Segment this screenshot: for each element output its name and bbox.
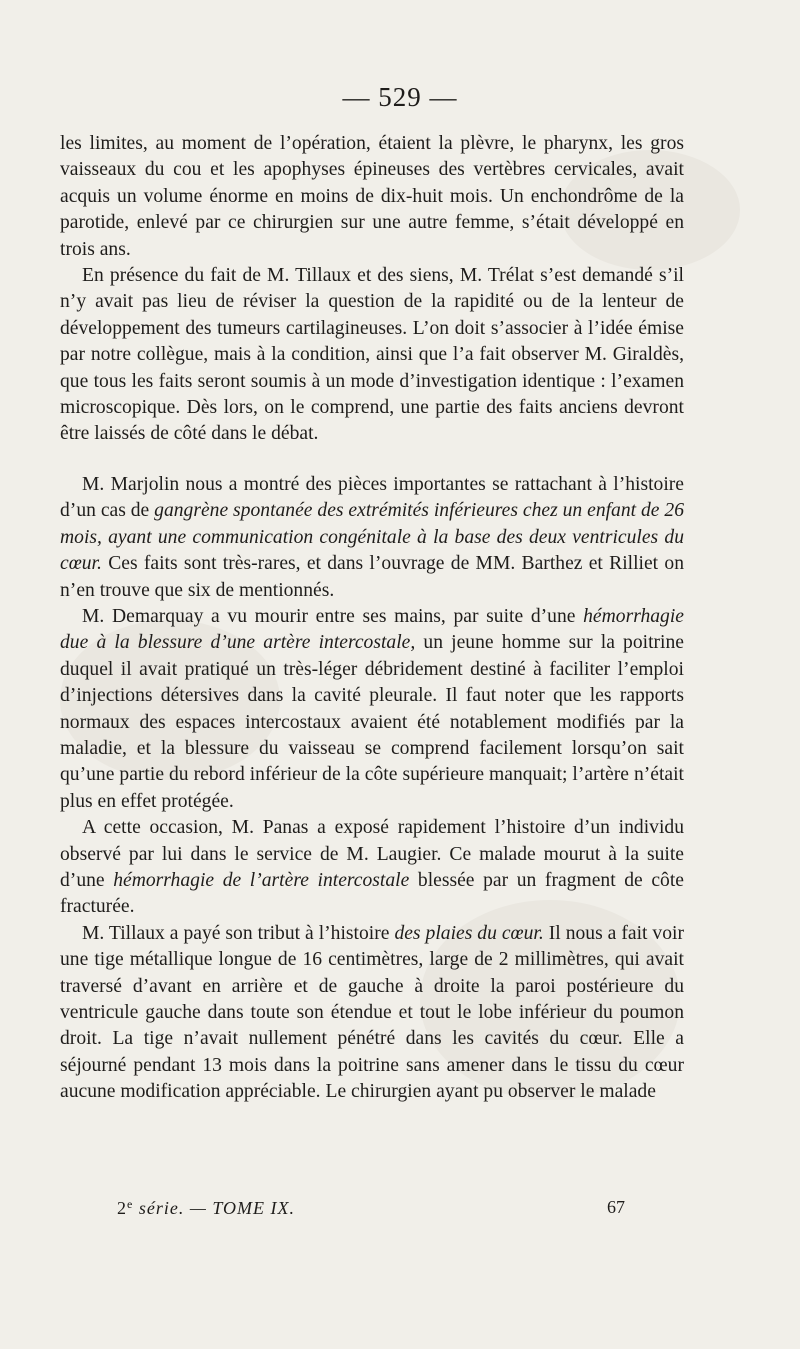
text-run: blessée par un fragment de côte fracturée. [60,869,684,918]
text-run: Ces faits sont très-rares, et dans l’ouvrage de MM. Barthez et Rilliet on n’en trouve que six de mentionnés. [60,553,684,601]
italic-text-run: des plaies du cœur. [394,922,544,944]
page-number: — 529 — [342,82,458,112]
text-run: M. Demarquay a vu mourir entre ses mains, par suite d’une [82,605,584,627]
paragraph [60,921,684,1106]
page-footer [0,1197,800,1227]
paragraph [60,815,684,921]
body-text [60,131,684,1106]
series-text: série. — TOME IX. [133,1198,295,1218]
paragraph [60,472,684,604]
text-run: un jeune homme sur la poitrine duquel il avait pratiqué un très-léger débridement destiné à faciliter l’emploi d’injections détersives dans la cavité pleurale. Il faut noter que les rapports normaux des espaces intercostaux avaient été notablement modifiés par la maladie, et la blessure du vaisseau se comprend facilement lorsqu’on sait qu’une partie du rebord inférieur de la côte supérieure manquait; l’artère n’était plus en effet protégée. [60,632,684,812]
italic-text-run: gangrène spontanée des extrémités inférieures chez un enfant de 26 mois, ayant une communication congénitale à la base des deux ventricules du cœur. [60,500,684,575]
italic-text-run: hémorrhagie due à la blessure d’une artère intercostale, [60,605,684,654]
paragraph [60,604,684,815]
series-number: 2 [117,1198,127,1218]
italic-text-run: hémorrhagie de l’artère intercostale [113,869,410,891]
signature-mark: 67 [607,1197,625,1217]
text-run: les limites, au moment de l’opération, étaient la plèvre, le pharynx, les gros vaisseaux du cou et les apophyses épineuses des vertèbres cervicales, avait acquis un volume énorme en moins de dix-huit mois. Un enchondrôme de la parotide, enlevé par ce chirurgien sur une autre femme, s’était développé en trois ans. [60,133,684,260]
text-run: M. Marjolin nous a montré des pièces importantes se rattachant à l’histoire d’un cas de [60,473,684,522]
text-run: En présence du fait de M. Tillaux et des siens, M. Trélat s’est demandé s’il n’y avait pas lieu de réviser la question de la rapidité ou de la lenteur de développement des tumeurs cartilagineuses. L’on doit s’associer à l’idée émise par notre collègue, mais à la condition, ainsi que l’a fait observer M. Giraldès, que tous les faits seront soumis à un mode d’investigation identique : l’examen microscopique. Dès lors, on le comprend, une partie des faits anciens devront être laissés de côté dans le débat. [60,265,684,445]
text-run: Il nous a fait voir une tige métallique longue de 16 centimètres, large de 2 millimètres, qui avait traversé d’avant en arrière et de gauche à droite la paroi postérieure du ventricule gauche dans toute son étendue et tout le lobe inférieur du poumon droit. La tige n’avait nullement pénétré dans les cavités du cœur. Elle a séjourné pendant 13 mois dans la poitrine sans amener dans le tissu du cœur aucune modification appréciable. Le chirurgien ayant pu observer le malade [60,922,684,1103]
paragraph [60,131,684,263]
text-run: A cette occasion, M. Panas a exposé rapidement l’histoire d’un individu observé par lui dans le service de M. Laugier. Ce malade mourut à la suite d’une [60,817,684,891]
series-superscript: e [127,1197,134,1211]
paragraph [60,263,684,448]
series-label [117,1197,295,1219]
text-run: M. Tillaux a payé son tribut à l’histoire [82,922,395,944]
